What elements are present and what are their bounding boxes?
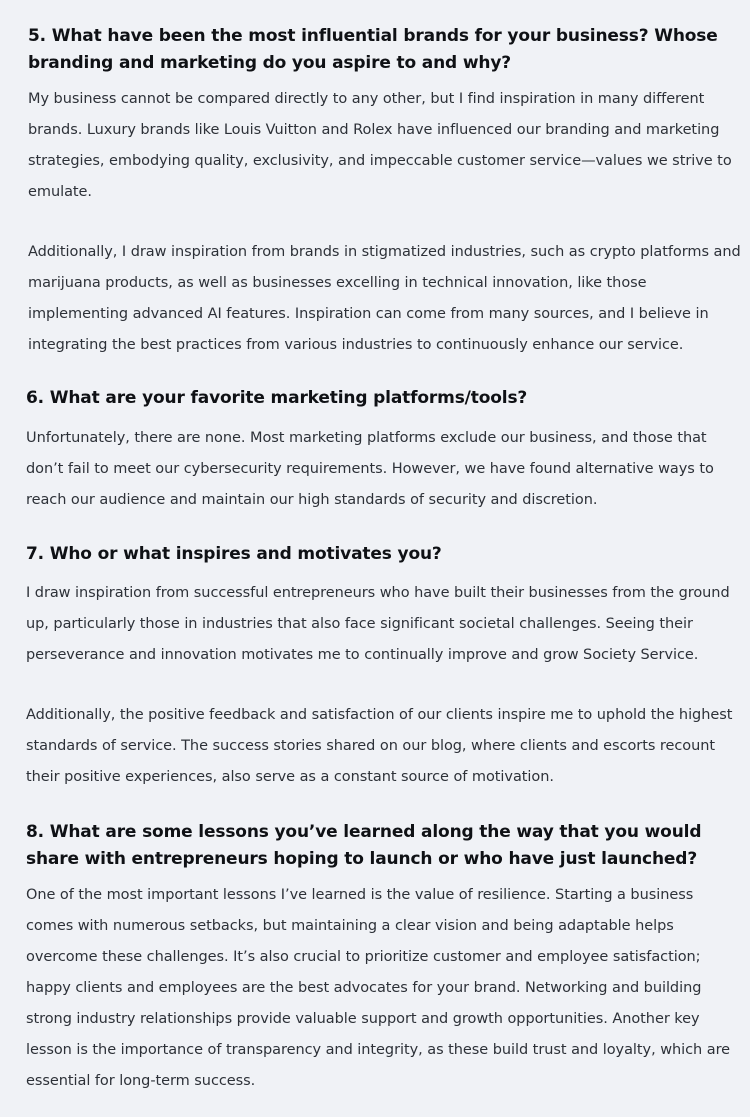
answer-paragraph-7-2: Additionally, the positive feedback and satisfaction of our clients inspire me to uphold the highest standards of service. The success stories shared on our blog, where clients and escorts recount their positive experiences, also serve as a constant source of motivation.	[26, 707, 733, 785]
question-heading-6: 6. What are your favorite marketing platforms/tools?	[26, 388, 528, 408]
question-heading-5: 5. What have been the most influential brands for your business? Whose branding and marketing do you aspire to and why?	[28, 26, 718, 73]
answer-paragraph-5-1: My business cannot be compared directly to any other, but I find inspiration in many different brands. Luxury brands like Louis Vuitton and Rolex have influenced our branding and marketing strategies, embodying quality, exclusivity, and impeccable customer service—values we strive to emulate.	[28, 91, 732, 200]
question-section-7	[26, 541, 742, 793]
answer-paragraph-7-1: I draw inspiration from successful entrepreneurs who have built their businesses from the ground up, particularly those in industries that also face significant societal challenges. Seeing their perseverance and innovation motivates me to continually improve and grow Society Service.	[26, 585, 730, 663]
question-section-6	[26, 385, 742, 516]
answer-paragraph-5-2: Additionally, I draw inspiration from brands in stigmatized industries, such as crypto platforms and marijuana products, as well as businesses excelling in technical innovation, like those implementing advanced AI features. Inspiration can come from many sources, and I believe in integrating the best practices from various industries to continuously enhance our service.	[28, 244, 741, 353]
question-heading-8: 8. What are some lessons you’ve learned along the way that you would share with entrepreneurs hoping to launch or who have just launched?	[26, 822, 702, 869]
question-section-8	[26, 819, 742, 1097]
question-section-5	[28, 23, 742, 361]
question-heading-7: 7. Who or what inspires and motivates you?	[26, 544, 442, 564]
answer-paragraph-8-1: One of the most important lessons I’ve learned is the value of resilience. Starting a business comes with numerous setbacks, but maintaining a clear vision and being adaptable helps overcome these challenges. It’s also crucial to prioritize customer and employee satisfaction; happy clients and employees are the best advocates for your brand. Networking and building strong industry relationships provide valuable support and growth opportunities. Another key lesson is the importance of transparency and integrity, as these build trust and loyalty, which are essential for long-term success.	[26, 887, 731, 1089]
answer-paragraph-6-1: Unfortunately, there are none. Most marketing platforms exclude our business, and those that don’t fail to meet our cybersecurity requirements. However, we have found alternative ways to reach our audience and maintain our high standards of security and discretion.	[26, 430, 714, 508]
